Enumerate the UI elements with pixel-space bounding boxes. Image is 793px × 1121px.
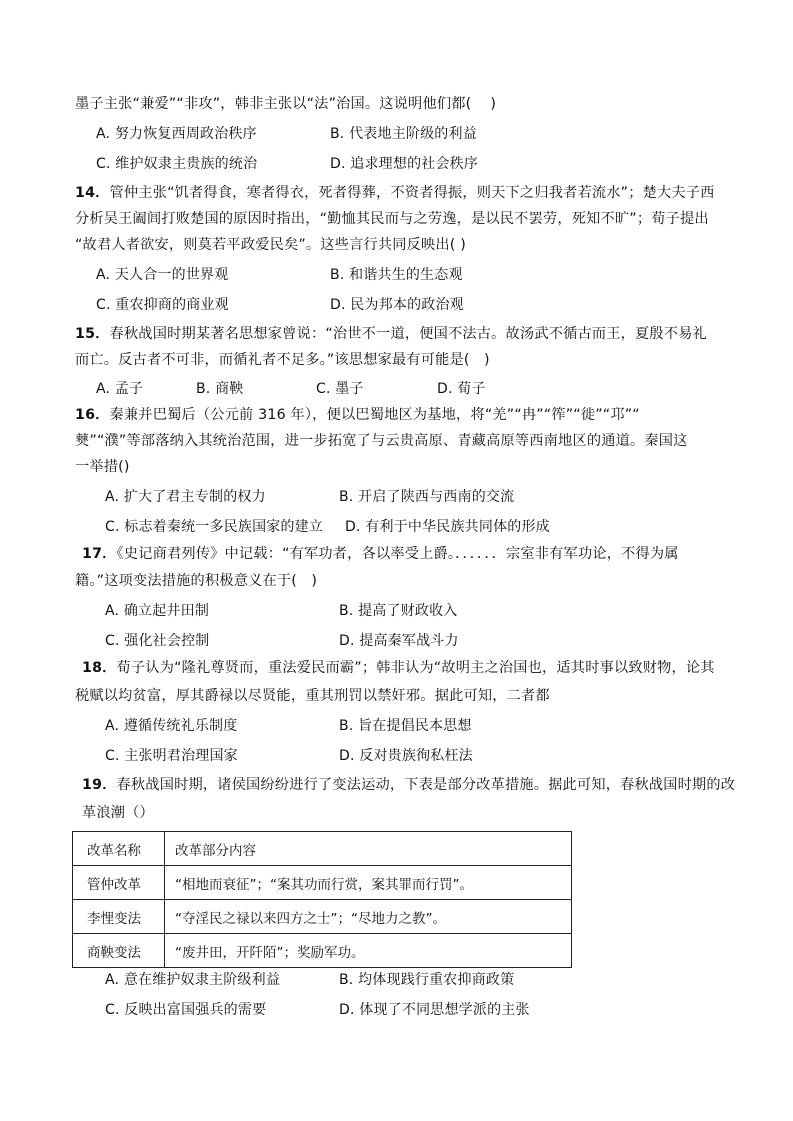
q16-stem-line-2: 僰”“濮”等部落纳入其统治范围，进一步拓宽了与云贵高原、青藏高原等西南地区的通道。秦国这 <box>75 433 688 449</box>
q19-option-d[interactable]: D. 体现了不同思想学派的主张 <box>339 1002 530 1018</box>
q14-option-a[interactable]: A. 天人合一的世界观 <box>96 267 229 283</box>
q19-number: 19． <box>82 777 117 793</box>
q19-stem-text-1: 春秋战国时期，诸侯国纷纷进行了变法运动，下表是部分改革措施。据此可知，春秋战国时期的改 <box>116 777 736 793</box>
table-cell-reform-content: “废井田，开阡陌”；奖励军功。 <box>165 934 572 968</box>
q15-stem-text-1: 春秋战国时期某著名思想家曾说：“治世不一道，便国不法古。故汤武不循古而王，夏殷不易礼 <box>109 326 707 342</box>
q17-option-c[interactable]: C. 强化社会控制 <box>105 633 210 649</box>
q16-stem-text-1: 秦兼并巴蜀后（公元前 316 年），便以巴蜀地区为基地，将“羌”“冉”“筰”“徙”“邛”“ <box>109 407 640 423</box>
q15-option-d[interactable]: D. 荀子 <box>437 381 486 397</box>
q19-stem-line-2: 革浪潮（） <box>82 805 154 821</box>
q18-option-a[interactable]: A. 遵循传统礼乐制度 <box>105 718 238 734</box>
q18-option-c[interactable]: C. 主张明君治理国家 <box>105 748 238 764</box>
q15-stem-line-2: 而亡。反古者不可非，而循礼者不足多。”该思想家最有可能是( ) <box>75 352 490 368</box>
q17-stem-text-1: 《史记商君列传》中记载：“有军功者，各以率受上爵。．．．．．．宗室非有军功论，不得为属 <box>116 546 679 562</box>
q19-reform-table <box>72 831 572 968</box>
q14-option-d[interactable]: D. 民为邦本的政治观 <box>330 297 464 313</box>
table-cell-reform-name: 管仲改革 <box>73 866 165 900</box>
q18-option-b[interactable]: B. 旨在提倡民本思想 <box>339 718 472 734</box>
q16-stem-line-3: 一举措() <box>75 459 130 475</box>
q17-stem-line-1 <box>82 544 679 564</box>
q17-option-d[interactable]: D. 提高秦军战斗力 <box>339 633 459 649</box>
q14-number: 14． <box>75 185 110 201</box>
table-row <box>73 934 572 968</box>
q15-stem-line-1 <box>75 324 707 344</box>
q15-option-c[interactable]: C. 墨子 <box>316 381 364 397</box>
q18-stem-text-1: 荀子认为“隆礼尊贤而，重法爱民而霸”；韩非认为“故明主之治国也，适其时事以致财物，论其 <box>116 660 715 676</box>
q19-option-c[interactable]: C. 反映出富国强兵的需要 <box>105 1002 267 1018</box>
q16-option-a[interactable]: A. 扩大了君主专制的权力 <box>105 489 266 505</box>
q13-option-a[interactable]: A. 努力恢复西周政治秩序 <box>96 126 257 142</box>
q13-option-c[interactable]: C. 维护奴隶主贵族的统治 <box>96 156 258 172</box>
q14-option-c[interactable]: C. 重农抑商的商业观 <box>96 297 229 313</box>
q14-stem-text-1: 管仲主张“饥者得食，寒者得衣，死者得葬，不资者得振，则天下之归我者若流水”；楚大夫子西 <box>109 185 715 201</box>
table-cell-reform-content: “相地而衰征”；“案其功而行赏，案其罪而行罚”。 <box>165 866 572 900</box>
table-header-cell: 改革部分内容 <box>165 832 572 866</box>
q16-stem-line-1 <box>75 405 640 425</box>
q16-option-d[interactable]: D. 有利于中华民族共同体的形成 <box>345 519 550 535</box>
q19-stem-line-1 <box>82 775 735 795</box>
table-row <box>73 866 572 900</box>
q18-stem-line-1 <box>82 658 715 678</box>
table-header-row <box>73 832 572 866</box>
table-cell-reform-content: “夺淫民之禄以来四方之士”；“尽地力之教”。 <box>165 900 572 934</box>
q14-stem-line-1 <box>75 183 715 203</box>
q17-stem-line-2: 籍。”这项变法措施的积极意义在于( ) <box>75 573 318 589</box>
q14-stem-line-2: 分析吴王阖闾打败楚国的原因时指出，“勤恤其民而与之劳逸，是以民不罢劳，死知不旷”；荀子提出 <box>75 211 709 227</box>
q13-option-d[interactable]: D. 追求理想的社会秩序 <box>330 156 479 172</box>
table-cell-reform-name: 李悝变法 <box>73 900 165 934</box>
q19-option-b[interactable]: B. 均体现践行重农抑商政策 <box>339 972 515 988</box>
q18-option-d[interactable]: D. 反对贵族徇私枉法 <box>339 748 473 764</box>
q18-number: 18． <box>82 660 117 676</box>
q15-option-b[interactable]: B. 商鞅 <box>196 381 244 397</box>
q15-option-a[interactable]: A. 孟子 <box>96 381 144 397</box>
q14-option-b[interactable]: B. 和谐共生的生态观 <box>330 267 463 283</box>
q16-number: 16． <box>75 407 110 423</box>
q13-stem-line: 墨子主张“兼爱”“非攻”，韩非主张以“法”治国。这说明他们都( ) <box>75 96 497 112</box>
q15-number: 15． <box>75 326 110 342</box>
table-header-cell: 改革名称 <box>73 832 165 866</box>
q19-option-a[interactable]: A. 意在维护奴隶主阶级利益 <box>105 972 281 988</box>
q17-option-a[interactable]: A. 确立起井田制 <box>105 603 210 619</box>
q14-stem-line-3: “故君人者欲安，则莫若平政爱民矣”。这些言行共同反映出( ) <box>75 237 466 253</box>
q17-option-b[interactable]: B. 提高了财政收入 <box>339 603 458 619</box>
table-row <box>73 900 572 934</box>
q13-option-b[interactable]: B. 代表地主阶级的利益 <box>330 126 477 142</box>
q18-stem-line-2: 税赋以均贫富，厚其爵禄以尽贤能，重其刑罚以禁奸邪。据此可知，二者都 <box>75 688 550 704</box>
q16-option-c[interactable]: C. 标志着秦统一多民族国家的建立 <box>105 519 324 535</box>
q17-number: 17． <box>82 546 117 562</box>
q16-option-b[interactable]: B. 开启了陕西与西南的交流 <box>339 489 515 505</box>
table-cell-reform-name: 商鞅变法 <box>73 934 165 968</box>
